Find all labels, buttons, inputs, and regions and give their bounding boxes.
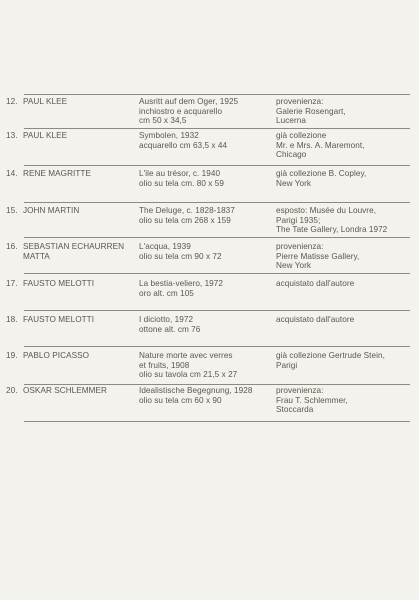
artwork-line: L'acqua, 1939 — [139, 242, 191, 251]
artwork-line: olio su tela cm 60 x 90 — [139, 395, 222, 405]
provenance-line: già collezione — [276, 131, 327, 140]
provenance-line: provenienza: — [276, 386, 324, 395]
artwork-details — [139, 351, 271, 380]
artwork-line: oro alt. cm 105 — [139, 288, 194, 298]
provenance-line: acquistato dall'autore — [276, 279, 355, 288]
artwork-line: olio su tela cm. 80 x 59 — [139, 178, 224, 188]
provenance-line: Pierre Matisse Gallery, — [276, 251, 360, 261]
divider-rule — [24, 237, 410, 238]
entry-number: 20. — [6, 386, 18, 395]
provenance-line: New York — [276, 178, 311, 188]
artwork-line: inchiostro e acquarello — [139, 106, 223, 116]
artwork-details — [139, 279, 271, 298]
artwork-details — [139, 242, 271, 261]
artwork-line: acquarello cm 63,5 x 44 — [139, 140, 228, 150]
provenance-details — [276, 242, 412, 271]
provenance-details — [276, 315, 412, 325]
artwork-details — [139, 169, 271, 188]
provenance-line: The Tate Gallery, Londra 1972 — [276, 225, 388, 235]
provenance-details — [276, 351, 412, 370]
artwork-details — [139, 97, 271, 126]
divider-rule — [24, 128, 410, 129]
provenance-line: Chicago — [276, 150, 307, 160]
divider-rule — [24, 384, 410, 385]
artist-name — [23, 242, 136, 261]
provenance-line: Stoccarda — [276, 405, 314, 415]
provenance-line: Frau T. Schlemmer, — [276, 395, 348, 405]
artwork-line: L'ile au trésor, c. 1940 — [139, 169, 221, 178]
entry-number: 16. — [6, 242, 18, 251]
provenance-line: già collezione B. Copley, — [276, 169, 367, 178]
entry-number: 17. — [6, 279, 18, 288]
artist-name-line: SEBASTIAN ECHAURREN — [23, 242, 125, 251]
provenance-line: Mr. e Mrs. A. Maremont, — [276, 140, 365, 150]
artist-name-line: FAUSTO MELOTTI — [23, 315, 95, 324]
artist-name — [23, 97, 136, 107]
catalog-entry-14 — [0, 169, 419, 209]
provenance-details — [276, 131, 412, 160]
artwork-line: Nature morte avec verres — [139, 351, 233, 360]
artist-name-line: RENE MAGRITTE — [23, 169, 91, 178]
entry-number: 15. — [6, 206, 18, 215]
divider-rule — [24, 202, 410, 203]
entry-number: 12. — [6, 97, 18, 106]
artist-name — [23, 206, 136, 216]
artist-name — [23, 169, 136, 179]
artist-name — [23, 131, 136, 141]
provenance-details — [276, 206, 412, 235]
provenance-details — [276, 386, 412, 415]
artist-name-line: JOHN MARTIN — [23, 206, 80, 215]
provenance-line: già collezione Gertrude Stein, — [276, 351, 385, 360]
provenance-line: acquistato dall'autore — [276, 315, 355, 324]
catalog-entry-15 — [0, 206, 419, 246]
artist-name-line: FAUSTO MELOTTI — [23, 279, 95, 288]
entry-number: 19. — [6, 351, 18, 360]
divider-rule — [24, 165, 410, 166]
catalog-entry-19 — [0, 351, 419, 391]
artist-name — [23, 279, 136, 289]
entry-number: 14. — [6, 169, 18, 178]
catalog-entry-20 — [0, 386, 419, 426]
artwork-details — [139, 386, 271, 405]
divider-rule — [24, 273, 410, 274]
artwork-line: Ausritt auf dem Oger, 1925 — [139, 97, 239, 106]
catalog-entry-18 — [0, 315, 419, 355]
provenance-details — [276, 97, 412, 126]
artwork-line: La bestia-veliero, 1972 — [139, 279, 223, 288]
divider-rule — [24, 346, 410, 347]
artist-name — [23, 351, 136, 361]
artist-name-line: PAUL KLEE — [23, 97, 68, 106]
artwork-details — [139, 315, 271, 334]
artist-name — [23, 386, 136, 396]
artwork-details — [139, 131, 271, 150]
provenance-line: New York — [276, 261, 311, 271]
divider-rule — [24, 94, 410, 95]
artwork-line: olio su tavola cm 21,5 x 27 — [139, 370, 238, 380]
entry-number: 13. — [6, 131, 18, 140]
divider-rule — [24, 310, 410, 311]
provenance-line: provenienza: — [276, 97, 324, 106]
artwork-line: I diciotto, 1972 — [139, 315, 194, 324]
artwork-line: Symbolen, 1932 — [139, 131, 199, 140]
artist-name-line: PABLO PICASSO — [23, 351, 90, 360]
catalog-entry-16 — [0, 242, 419, 282]
divider-rule — [24, 421, 410, 422]
artist-name-line: PAUL KLEE — [23, 131, 68, 140]
provenance-line: Galerie Rosengart, — [276, 106, 346, 116]
artist-name-line: MATTA — [23, 251, 50, 261]
artwork-line: cm 50 x 34,5 — [139, 116, 187, 126]
catalog-entry-17 — [0, 279, 419, 319]
provenance-line: Parigi — [276, 360, 298, 370]
artwork-line: The Deluge, c. 1828-1837 — [139, 206, 235, 215]
artwork-line: Idealistische Begegnung, 1928 — [139, 386, 253, 395]
entry-number: 18. — [6, 315, 18, 324]
artist-name-line: OSKAR SCHLEMMER — [23, 386, 108, 395]
artwork-line: et fruits, 1908 — [139, 360, 190, 370]
provenance-line: Parigi 1935; — [276, 215, 321, 225]
artwork-line: ottone alt. cm 76 — [139, 324, 201, 334]
provenance-details — [276, 279, 412, 289]
provenance-line: Lucerna — [276, 116, 306, 126]
artist-name — [23, 315, 136, 325]
artwork-details — [139, 206, 271, 225]
artwork-line: olio su tela cm 268 x 159 — [139, 215, 231, 225]
provenance-line: provenienza: — [276, 242, 324, 251]
provenance-details — [276, 169, 412, 188]
provenance-line: esposto: Musée du Louvre, — [276, 206, 377, 215]
artwork-line: olio su tela cm 90 x 72 — [139, 251, 222, 261]
